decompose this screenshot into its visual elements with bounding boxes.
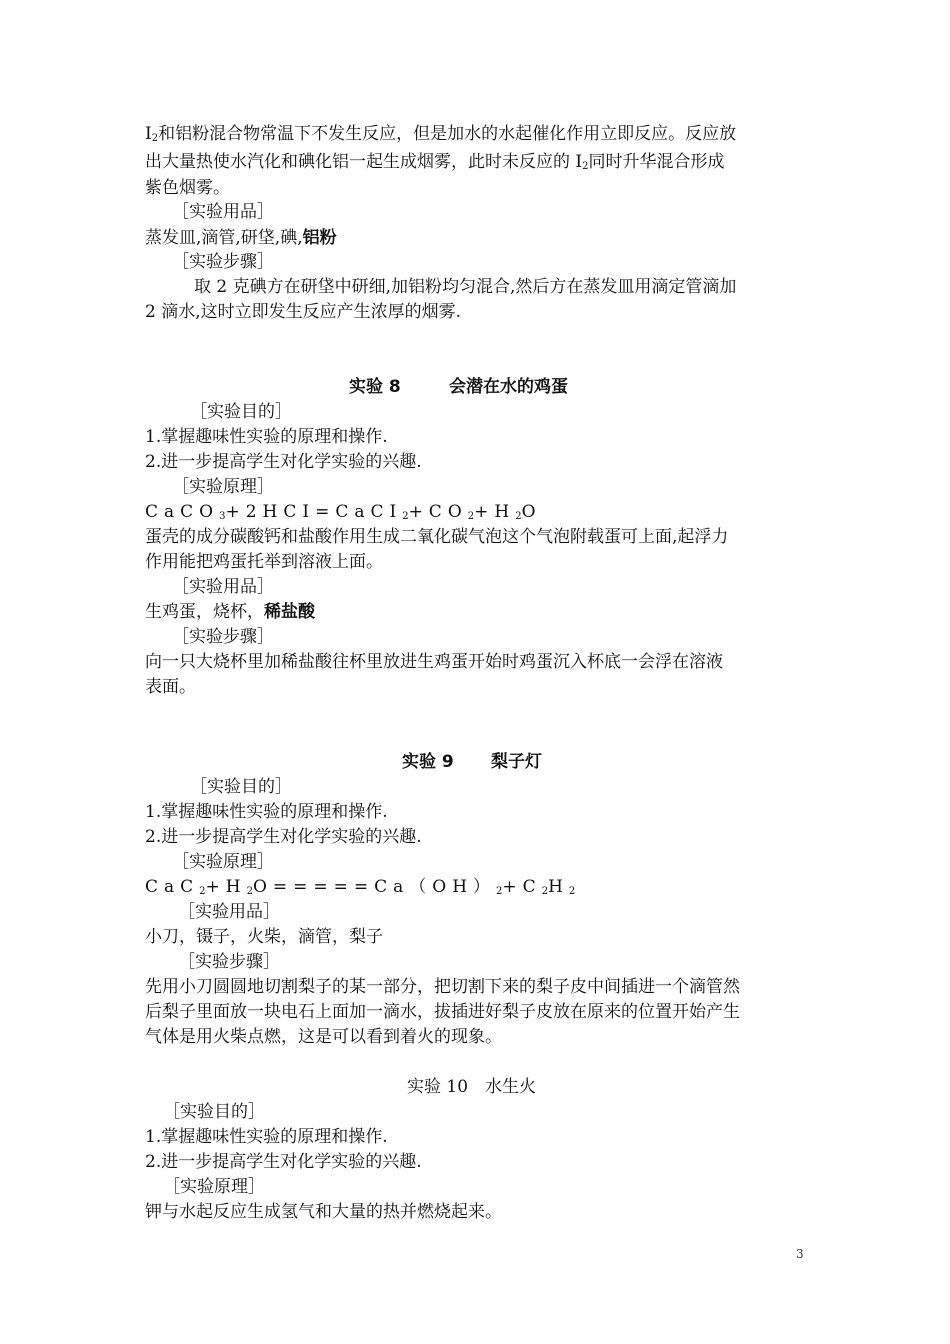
exp8-steps-1: 向一只大烧杯里加稀盐酸往杯里放进生鸡蛋开始时鸡蛋沉入杯底一会浮在溶液 xyxy=(145,652,723,672)
items-line xyxy=(145,227,337,249)
exp9-steps-heading: ［实验步骤］ xyxy=(178,952,280,972)
exp9-steps-1: 先用小刀圆圆地切割梨子的某一部分，把切割下来的梨子皮中间插进一个滴管然 xyxy=(145,977,740,997)
eq-part: H xyxy=(548,877,569,897)
exp8-items-heading: ［实验用品］ xyxy=(172,577,274,597)
exp9-steps-2: 后梨子里面放一块电石上面加一滴水，拔插进好梨子皮放在原来的位置开始产生 xyxy=(145,1002,740,1022)
exp10-purpose-1: 1.掌握趣味性实验的原理和操作. xyxy=(145,1127,388,1147)
iodine-subscript: 2 xyxy=(151,133,159,144)
intro-line-1-text: 和铝粉混合物常温下不发生反应，但是加水的水起催化作用立即反应。反应放 xyxy=(158,124,737,144)
exp8-purpose-1: 1.掌握趣味性实验的原理和操作. xyxy=(145,427,388,447)
exp10-title: 实验 10 水生火 xyxy=(407,1077,537,1097)
eq-part: +C xyxy=(502,877,542,897)
eq-part: CaC xyxy=(145,877,200,897)
items-bold: 铝粉 xyxy=(302,228,337,248)
steps-line-2: 2 滴水,这时立即发生反应产生浓厚的烟雾. xyxy=(145,302,462,322)
section-heading-steps: ［实验步骤］ xyxy=(172,252,274,272)
section-heading-items: ［实验用品］ xyxy=(172,202,274,222)
eq-part: O xyxy=(521,502,536,522)
items-text: 蒸发皿,滴管,研垡,碘, xyxy=(145,228,303,248)
iodine-subscript: 2 xyxy=(582,161,589,172)
eq-part: CaCO xyxy=(145,502,220,522)
eq-sub: 2 xyxy=(568,886,576,897)
exp9-number: 实验 9 xyxy=(402,752,454,772)
exp10-purpose-heading: ［实验目的］ xyxy=(163,1102,265,1122)
eq-sub: 3 xyxy=(219,511,226,522)
exp9-items: 小刀，镊子，火柴，滴管，梨子 xyxy=(145,927,383,947)
exp9-equation xyxy=(145,876,575,903)
steps-line-1: 取 2 克碘方在研垡中研细,加铝粉均匀混合,然后方在蒸发皿用滴定管滴加 xyxy=(194,277,737,297)
eq-part: +H xyxy=(205,877,247,897)
eq-sub: 2 xyxy=(515,511,522,522)
exp8-steps-2: 表面。 xyxy=(145,677,196,697)
intro-line-2 xyxy=(145,151,725,178)
eq-sub: 2 xyxy=(541,886,549,897)
exp8-equation xyxy=(145,501,536,528)
exp8-steps-heading: ［实验步骤］ xyxy=(172,627,274,647)
exp9-principle-heading: ［实验原理］ xyxy=(172,852,274,872)
exp8-items-text: 生鸡蛋，烧杯， xyxy=(145,602,264,622)
exp8-items-bold: 稀盐酸 xyxy=(264,602,315,622)
exp9-purpose-heading: ［实验目的］ xyxy=(190,777,292,797)
eq-part: O=====Ca（OH） xyxy=(252,877,497,897)
page-number: 3 xyxy=(796,1247,804,1261)
intro-line-3: 紫色烟雾。 xyxy=(145,178,230,198)
eq-part: +CO xyxy=(408,502,468,522)
eq-part: +H xyxy=(474,502,516,522)
exp10-principle-heading: ［实验原理］ xyxy=(163,1177,265,1197)
exp9-items-heading: ［实验用品］ xyxy=(178,902,280,922)
eq-sub: 2 xyxy=(402,511,409,522)
intro-line-2-post: 同时升华混合形成 xyxy=(588,152,725,172)
eq-part: +2HCI=CaCI xyxy=(225,502,403,522)
exp8-title: 会潜在水的鸡蛋 xyxy=(449,377,568,397)
exp9-purpose-2: 2.进一步提高学生对化学实验的兴趣. xyxy=(145,827,422,847)
exp9-title: 梨子灯 xyxy=(491,752,542,772)
exp8-number: 实验 8 xyxy=(349,377,401,397)
intro-line-1 xyxy=(145,123,736,150)
eq-sub: 2 xyxy=(246,886,253,897)
exp8-description-2: 作用能把鸡蛋托举到溶液上面。 xyxy=(145,552,383,572)
eq-sub: 2 xyxy=(467,511,475,522)
exp9-steps-3: 气体是用火柴点燃，这是可以看到着火的现象。 xyxy=(145,1027,502,1047)
exp10-description: 钾与水起反应生成氢气和大量的热并燃烧起来。 xyxy=(145,1202,502,1222)
exp10-purpose-2: 2.进一步提高学生对化学实验的兴趣. xyxy=(145,1152,422,1172)
exp8-purpose-heading: ［实验目的］ xyxy=(190,402,292,422)
intro-line-2-pre: 出大量热使水汽化和碘化铝一起生成烟雾，此时未反应的 I xyxy=(145,152,583,172)
iodine-symbol: I xyxy=(145,124,152,144)
eq-sub: 2 xyxy=(496,886,503,897)
exp8-principle-heading: ［实验原理］ xyxy=(172,477,274,497)
exp8-purpose-2: 2.进一步提高学生对化学实验的兴趣. xyxy=(145,452,422,472)
exp9-purpose-1: 1.掌握趣味性实验的原理和操作. xyxy=(145,802,388,822)
exp8-description-1: 蛋壳的成分碳酸钙和盐酸作用生成二氧化碳气泡这个气泡附载蛋可上面,起浮力 xyxy=(145,527,729,547)
exp8-items xyxy=(145,601,315,623)
eq-sub: 2 xyxy=(199,886,206,897)
